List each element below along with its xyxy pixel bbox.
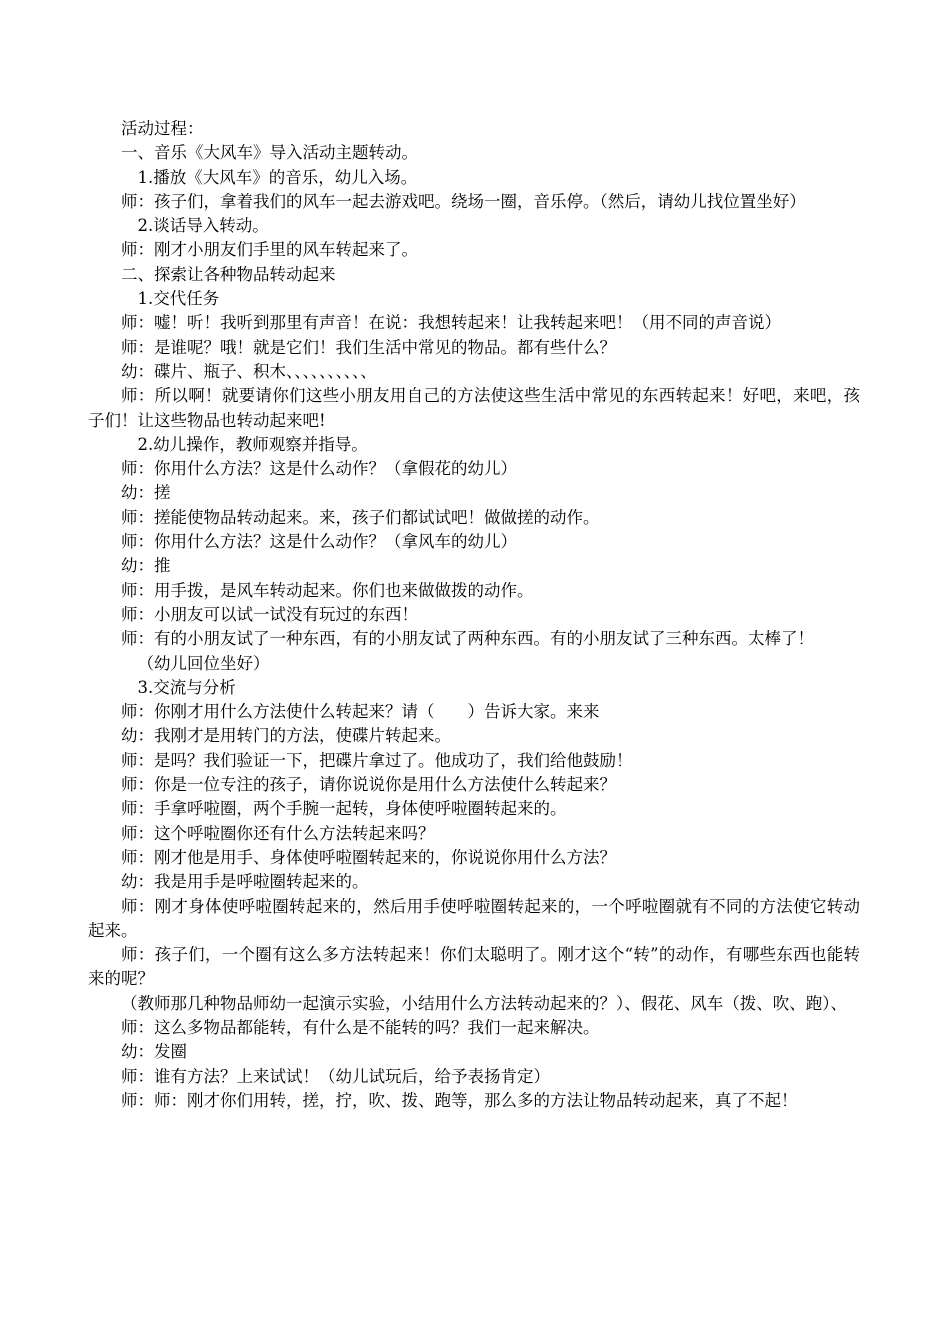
paragraph: 3.交流与分析 (137, 677, 236, 697)
paragraph: 师：你用什么方法？这是什么动作？（拿假花的幼儿） (121, 459, 517, 479)
paragraph: 师：刚才小朋友们手里的风车转起来了。 (121, 240, 418, 260)
paragraph: 二、探索让各种物品转动起来 (121, 264, 336, 284)
paragraph: 师：是吗？我们验证一下，把碟片拿过了。他成功了，我们给他鼓励！ (121, 750, 633, 770)
paragraph: 师：这个呼啦圈你还有什么方法转起来吗？ (121, 823, 435, 843)
paragraph: 幼：我是用手是呼啦圈转起来的。 (121, 872, 369, 892)
paragraph: 师：小朋友可以试一试没有玩过的东西！ (121, 604, 418, 624)
paragraph: 2.幼儿操作，教师观察并指导。 (137, 434, 368, 454)
paragraph: 师：是谁呢？哦！就是它们！我们生活中常见的物品。都有些什么？ (121, 337, 616, 357)
paragraph: 师：手拿呼啦圈，两个手腕一起转，身体使呼啦圈转起来的。 (121, 799, 567, 819)
paragraph: 师：搓能使物品转动起来。来，孩子们都试试吧！做做搓的动作。 (121, 507, 600, 527)
paragraph: 师：这么多物品都能转，有什么是不能转的吗？我们一起来解决。 (121, 1017, 600, 1037)
paragraph: 师：你刚才用什么方法使什么转起来？请（ ）告诉大家。来来 (121, 702, 600, 722)
paragraph: 1.交代任务 (137, 289, 220, 309)
paragraph: 师：你是一位专注的孩子，请你说说你是用什么方法使什么转起来？ (121, 775, 616, 795)
paragraph: 师：刚才身体使呼啦圈转起来的，然后用手使呼啦圈转起来的，一个呼啦圈就有不同的方法使它转动起来。 (88, 896, 860, 940)
paragraph: 师：有的小朋友试了一种东西，有的小朋友试了两种东西。有的小朋友试了三种东西。太棒了！ (121, 629, 814, 649)
paragraph: （幼儿回位坐好） (137, 653, 270, 673)
paragraph: 师：你用什么方法？这是什么动作？（拿风车的幼儿） (121, 532, 517, 552)
paragraph: 师：嘘！听！我听到那里有声音！在说：我想转起来！让我转起来吧！（用不同的声音说） (121, 313, 781, 333)
paragraph: （教师那几种物品师幼一起演示实验，小结用什么方法转动起来的？）、假花、风车（拨、吹、跑）、 (121, 993, 847, 1013)
paragraph: 师：孩子们，一个圈有这么多方法转起来！你们太聪明了。刚才这个“转”的动作，有哪些东西也能转来的呢？ (88, 945, 860, 989)
paragraph: 2.谈话导入转动。 (137, 216, 269, 236)
paragraph: 幼：发圈 (121, 1042, 187, 1062)
paragraph: 幼：搓 (121, 483, 171, 503)
paragraph: 师：刚才他是用手、身体使呼啦圈转起来的，你说说你用什么方法？ (121, 847, 616, 867)
paragraph: 幼：碟片、瓶子、积木、、、、、、、、、、 (121, 361, 377, 381)
paragraph: 师：用手拨，是风车转动起来。你们也来做做拨的动作。 (121, 580, 534, 600)
paragraph: 幼：我刚才是用转门的方法，使碟片转起来。 (121, 726, 451, 746)
paragraph: 师：孩子们，拿着我们的风车一起去游戏吧。绕场一圈，音乐停。（然后，请幼儿找位置坐好） (121, 191, 806, 211)
paragraph: 师：所以啊！就要请你们这些小朋友用自己的方法使这些生活中常见的东西转起来！好吧，来吧，孩子们！让这些物品也转动起来吧! (88, 386, 860, 430)
paragraph: 师：师：刚才你们用转，搓，拧，吹、拨、跑等，那么多的方法让物品转动起来，真了不起！ (121, 1090, 798, 1110)
document-body (88, 117, 860, 1113)
paragraph: 1.播放《大风车》的音乐，幼儿入场。 (137, 167, 418, 187)
paragraph: 一、音乐《大风车》导入活动主题转动。 (121, 143, 418, 163)
paragraph: 活动过程： (121, 119, 204, 138)
paragraph: 师：谁有方法？上来试试！（幼儿试玩后，给予表扬肯定） (121, 1066, 550, 1086)
paragraph: 幼：推 (121, 556, 171, 576)
